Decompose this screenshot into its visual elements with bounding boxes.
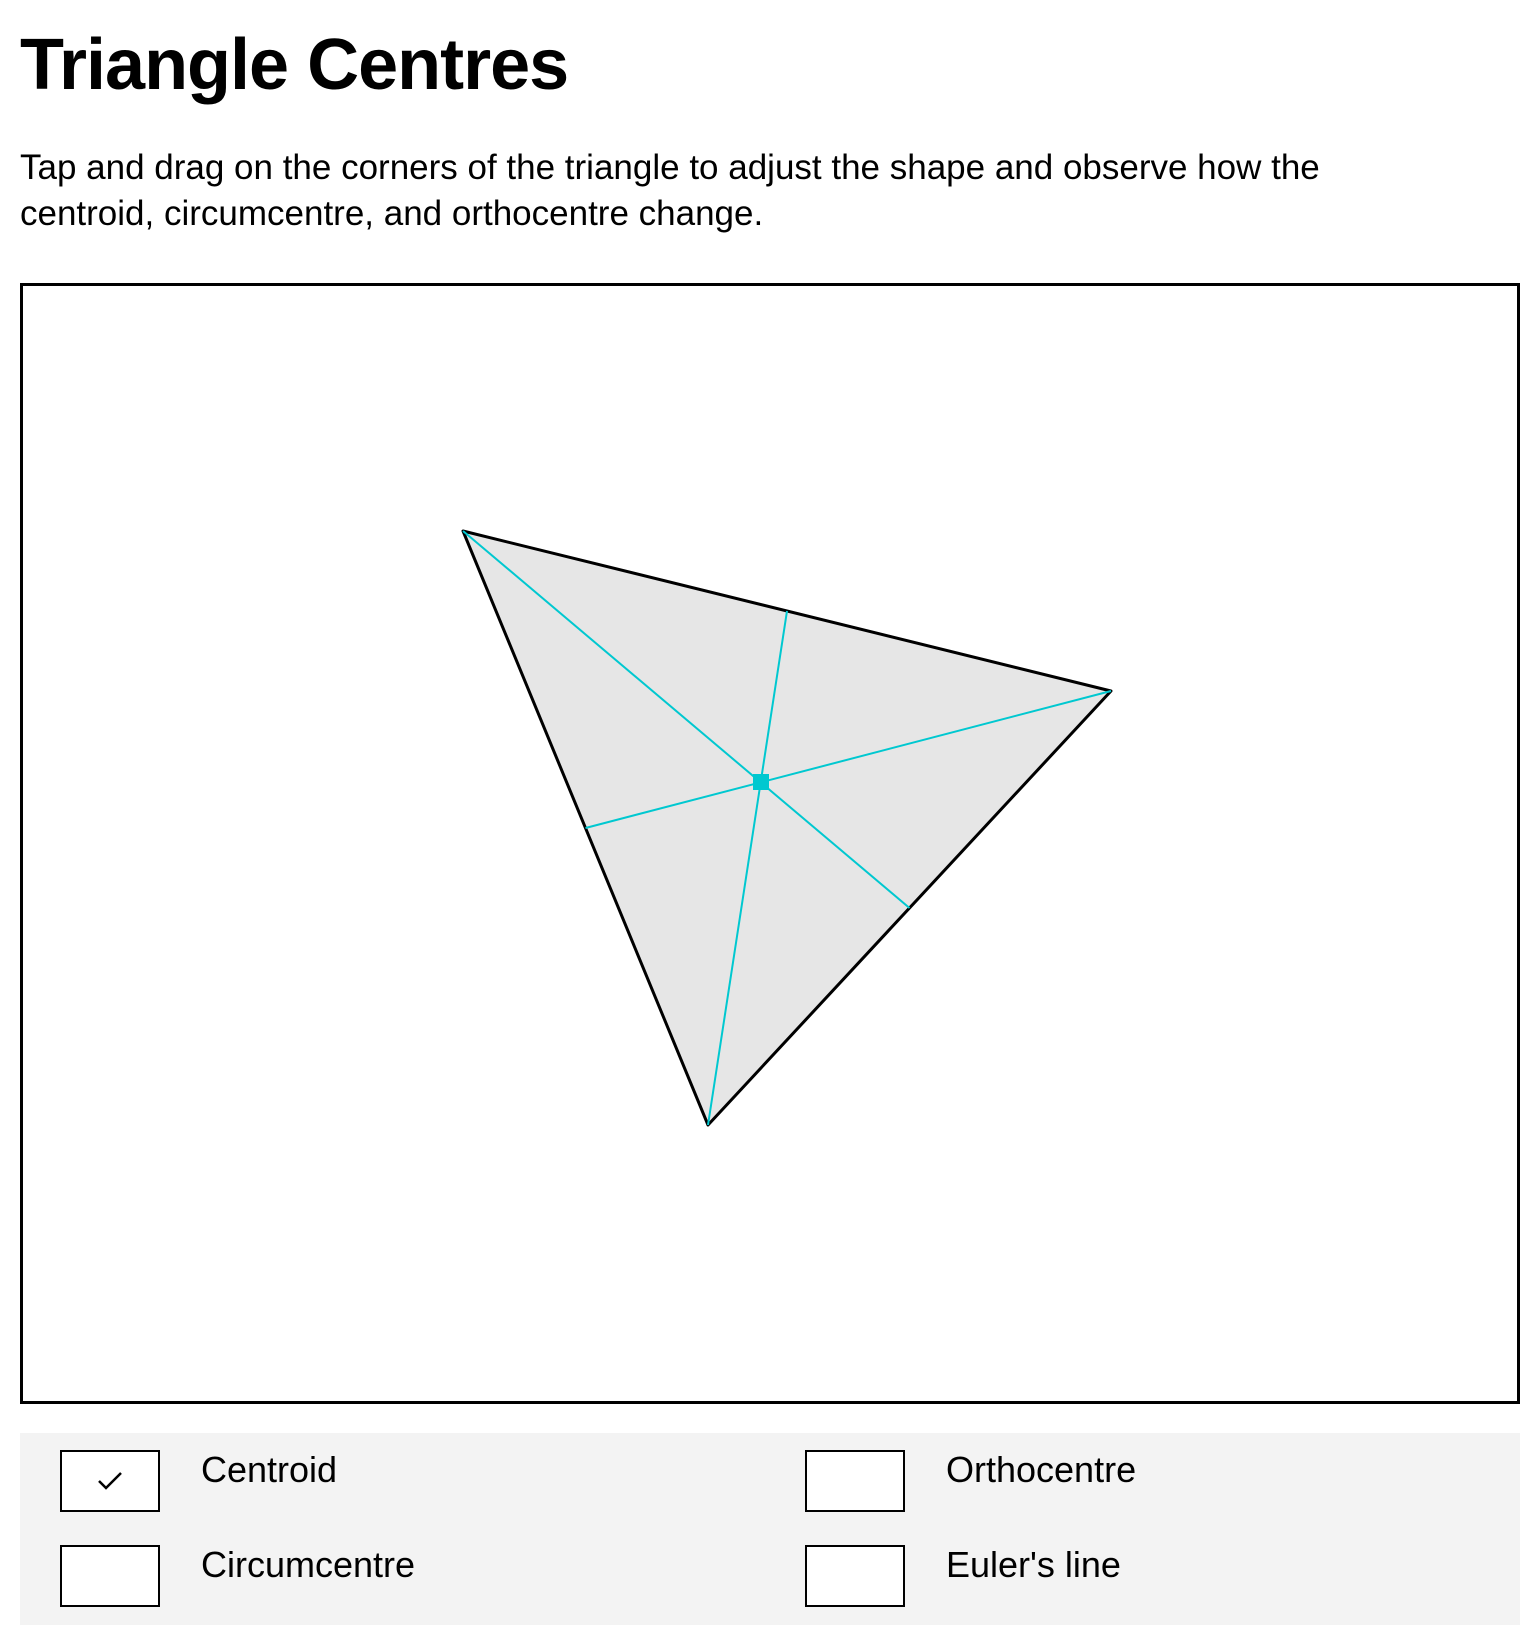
option-centroid[interactable] [60,1450,760,1512]
eulers-line-checkbox[interactable] [805,1545,905,1607]
orthocentre-label: Orthocentre [946,1449,1137,1490]
option-eulers-line[interactable] [805,1545,1505,1607]
circumcentre-label: Circumcentre [201,1544,416,1585]
page-title: Triangle Centres [20,25,569,105]
option-orthocentre[interactable] [805,1450,1505,1512]
vertex-handle-bottom[interactable] [694,1111,722,1139]
centroid-marker [753,774,769,790]
orthocentre-checkbox[interactable] [805,1450,905,1512]
eulers-line-label: Euler's line [946,1544,1121,1585]
circumcentre-checkbox[interactable] [60,1545,160,1607]
triangle-shape [463,531,1111,1125]
checkmark-icon [97,1471,123,1491]
centroid-label: Centroid [201,1449,338,1490]
vertex-handle-top[interactable] [449,517,477,545]
display-options-panel [20,1433,1520,1625]
triangle-canvas[interactable] [20,283,1520,1404]
option-circumcentre[interactable] [60,1545,760,1607]
vertex-handle-right[interactable] [1097,677,1125,705]
centroid-checkbox[interactable] [60,1450,160,1512]
instructions-text: Tap and drag on the corners of the triangle to adjust the shape and observe how the centroid, circumcentre, and orthocentre change. [20,148,1320,233]
triangle-drawing [23,286,1517,1401]
